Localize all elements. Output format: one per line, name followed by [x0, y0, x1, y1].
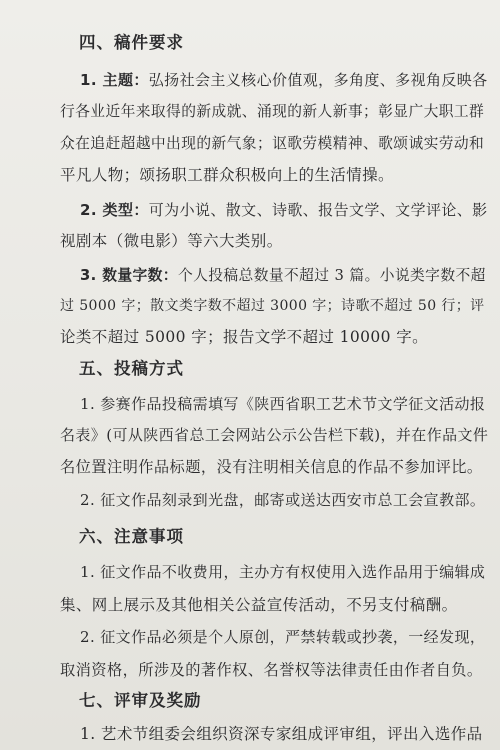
paragraph-line: 视剧本（微电影）等六大类别。	[60, 232, 283, 251]
item-label: 2. 类型：	[80, 200, 149, 219]
paragraph-line: 1. 艺术节组委会组织资深专家组成评审组，评出入选作品	[80, 725, 483, 743]
section-heading: 四、稿件要求	[79, 33, 184, 52]
paragraph-line: 2. 类型：可为小说、散文、诗歌、报告文学、文学评论、影	[80, 200, 488, 219]
paragraph-line: 过 5000 字；散文类字数不超过 3000 字；诗歌不超过 50 行；评	[60, 298, 485, 315]
paragraph-line: 集、网上展示及其他相关公益宣传活动，不另支付稿酬。	[60, 595, 458, 614]
paragraph-line: 2. 征文作品必须是个人原创，严禁转载或抄袭，一经发现，	[80, 628, 486, 647]
paragraph-line: 1. 参赛作品投稿需填写《陕西省职工艺术节文学征文活动报	[80, 394, 486, 413]
paragraph-line: 名位置注明作品标题，没有注明相关信息的作品不参加评比。	[60, 458, 483, 476]
paragraph-line: 1. 主题：弘扬社会主义核心价值观，多角度、多视角反映各	[80, 71, 488, 90]
section-heading: 七、评审及奖励	[79, 690, 202, 710]
paragraph-line: 2. 征文作品刻录到光盘，邮寄或送达西安市总工会宣教部。	[80, 490, 486, 509]
paragraph-line: 1. 征文作品不收费用，主办方有权使用入选作品用于编辑成	[80, 563, 486, 582]
paragraph-line: 论类不超过 5000 字；报告文学不超过 10000 字。	[60, 327, 429, 346]
item-label: 3. 数量字数：	[80, 266, 178, 284]
paragraph-line: 众在追赶超越中出现的新气象；讴歌劳模精神、歌颂诚实劳动和	[60, 134, 485, 152]
paragraph-line: 取消资格，所涉及的著作权、名誉权等法律责任由作者自负。	[60, 660, 483, 679]
section-heading: 五、投稿方式	[79, 359, 184, 379]
paragraph-line: 名表》(可从陕西省总工会网站公示公告栏下载)，并在作品文件	[60, 426, 489, 445]
paragraph-line: 平凡人物；颂扬职工群众积极向上的生活情操。	[60, 166, 394, 185]
paragraph-line: 行各业近年来取得的新成就、涌现的新人新事；彰显广大职工群	[60, 102, 485, 120]
paragraph-line: 3. 数量字数：个人投稿总数量不超过 3 篇。小说类字数不超	[80, 266, 486, 284]
section-heading: 六、注意事项	[79, 526, 184, 546]
item-label: 1. 主题：	[80, 71, 149, 90]
